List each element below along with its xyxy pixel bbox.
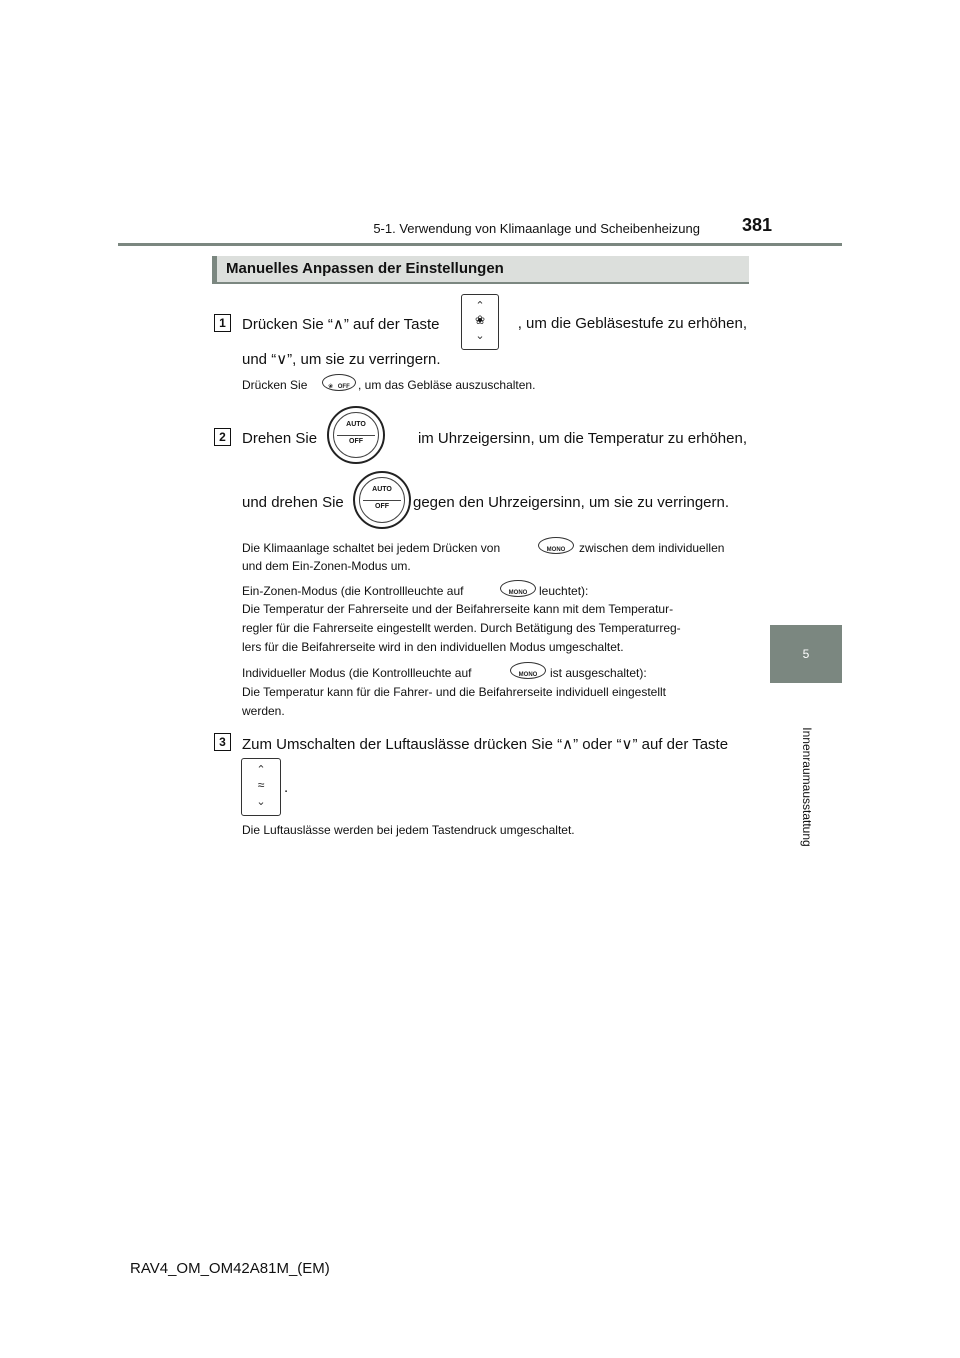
step-1-line1b: , um die Gebläsestufe zu erhöhen, (517, 315, 747, 332)
step-1-number: 1 (214, 314, 231, 332)
air-outlet-button (241, 758, 281, 816)
step-2-line1a: Drehen Sie (242, 430, 318, 447)
step-1-note-b: , um das Gebläse auszuschalten. (358, 378, 536, 392)
step-2-note3-b: ist ausgeschaltet): (550, 666, 647, 680)
chevron-up-icon: ⌃ (256, 764, 266, 776)
section-heading-title: Manuelles Anpassen der Einstellungen (226, 260, 504, 277)
mono-label: MONO (546, 547, 566, 553)
step-2-note2-a: Ein-Zonen-Modus (die Kontrollleuchte auf (242, 584, 464, 598)
off-label: OFF (337, 384, 350, 390)
auto-label: AUTO (346, 421, 366, 428)
step-1-line2: und “∨”, um sie zu verringern. (242, 351, 441, 368)
section-header: 5-1. Verwendung von Klimaanlage und Scheibenheizung (373, 221, 700, 236)
mono-button-3 (510, 662, 546, 679)
step-1-line1a: Drücken Sie “∧” auf der Taste (242, 316, 440, 333)
step-3-line2: . (284, 779, 289, 796)
step-3-number: 3 (214, 733, 231, 751)
mono-label: MONO (508, 590, 528, 596)
fan-off-button (322, 374, 356, 391)
fan-speed-button (461, 294, 499, 350)
step-2-note3-a: Individueller Modus (die Kontrollleuchte auf (242, 666, 472, 680)
chevron-down-icon: ⌄ (256, 796, 266, 808)
step-2-note3-c: Die Temperatur kann für die Fahrer- und die Beifahrerseite individuell eingestellt (242, 685, 667, 699)
step-3-line1: Zum Umschalten der Luftauslässe drücken Sie “∧” oder “∨” auf der Taste (242, 736, 729, 753)
step-2-note2-c: Die Temperatur der Fahrerseite und der Beifahrerseite kann mit dem Temperatur- (242, 602, 674, 616)
step-2-note2-d: regler für die Fahrerseite eingestellt werden. Durch Betätigung des Temperaturreg- (242, 621, 681, 635)
chevron-up-icon: ⌃ (475, 300, 485, 312)
step-2-line1b: im Uhrzeigersinn, um die Temperatur zu erhöhen, (417, 430, 747, 447)
step-2-note1-a: Die Klimaanlage schaltet bei jedem Drücken von (242, 541, 501, 555)
chapter-label: Innenraumausstattung (800, 727, 814, 847)
off-label: OFF (375, 503, 389, 510)
temperature-knob (327, 406, 385, 464)
step-3-note: Die Luftauslässe werden bei jedem Tastendruck umgeschaltet. (242, 823, 575, 837)
chapter-tab[interactable]: 5 (770, 625, 842, 683)
step-2-line2b: gegen den Uhrzeigersinn, um sie zu verringern. (413, 494, 730, 511)
page-number: 381 (742, 215, 773, 235)
step-2-line2a: und drehen Sie (242, 494, 344, 511)
off-label: OFF (349, 438, 363, 445)
step-2-number: 2 (214, 428, 231, 446)
mono-button (538, 537, 574, 554)
temperature-knob-2 (353, 471, 411, 529)
step-2-note1-b: zwischen dem individuellen (579, 541, 725, 555)
fan-icon: ❀ (474, 313, 486, 327)
step-2-note1-c: und dem Ein-Zonen-Modus um. (242, 559, 411, 573)
chevron-down-icon: ⌄ (475, 330, 485, 342)
mono-button-2 (500, 580, 536, 597)
section-heading (212, 256, 749, 284)
document-code: RAV4_OM_OM42A81M_(EM) (130, 1260, 330, 1277)
mono-label: MONO (518, 672, 538, 678)
section-heading-bar (212, 256, 217, 284)
step-2-note2-b: leuchtet): (539, 584, 589, 598)
fan-icon: ❀ (328, 384, 334, 390)
step-2-note3-d: werden. (242, 704, 285, 718)
air-outlet-icon: ≈ (257, 778, 265, 792)
step-2-note2-e: lers für die Beifahrerseite wird in den individuellen Modus umgeschaltet. (242, 640, 624, 654)
auto-label: AUTO (372, 486, 392, 493)
step-1-note-a: Drücken Sie (242, 378, 308, 392)
header-rule (118, 243, 842, 246)
